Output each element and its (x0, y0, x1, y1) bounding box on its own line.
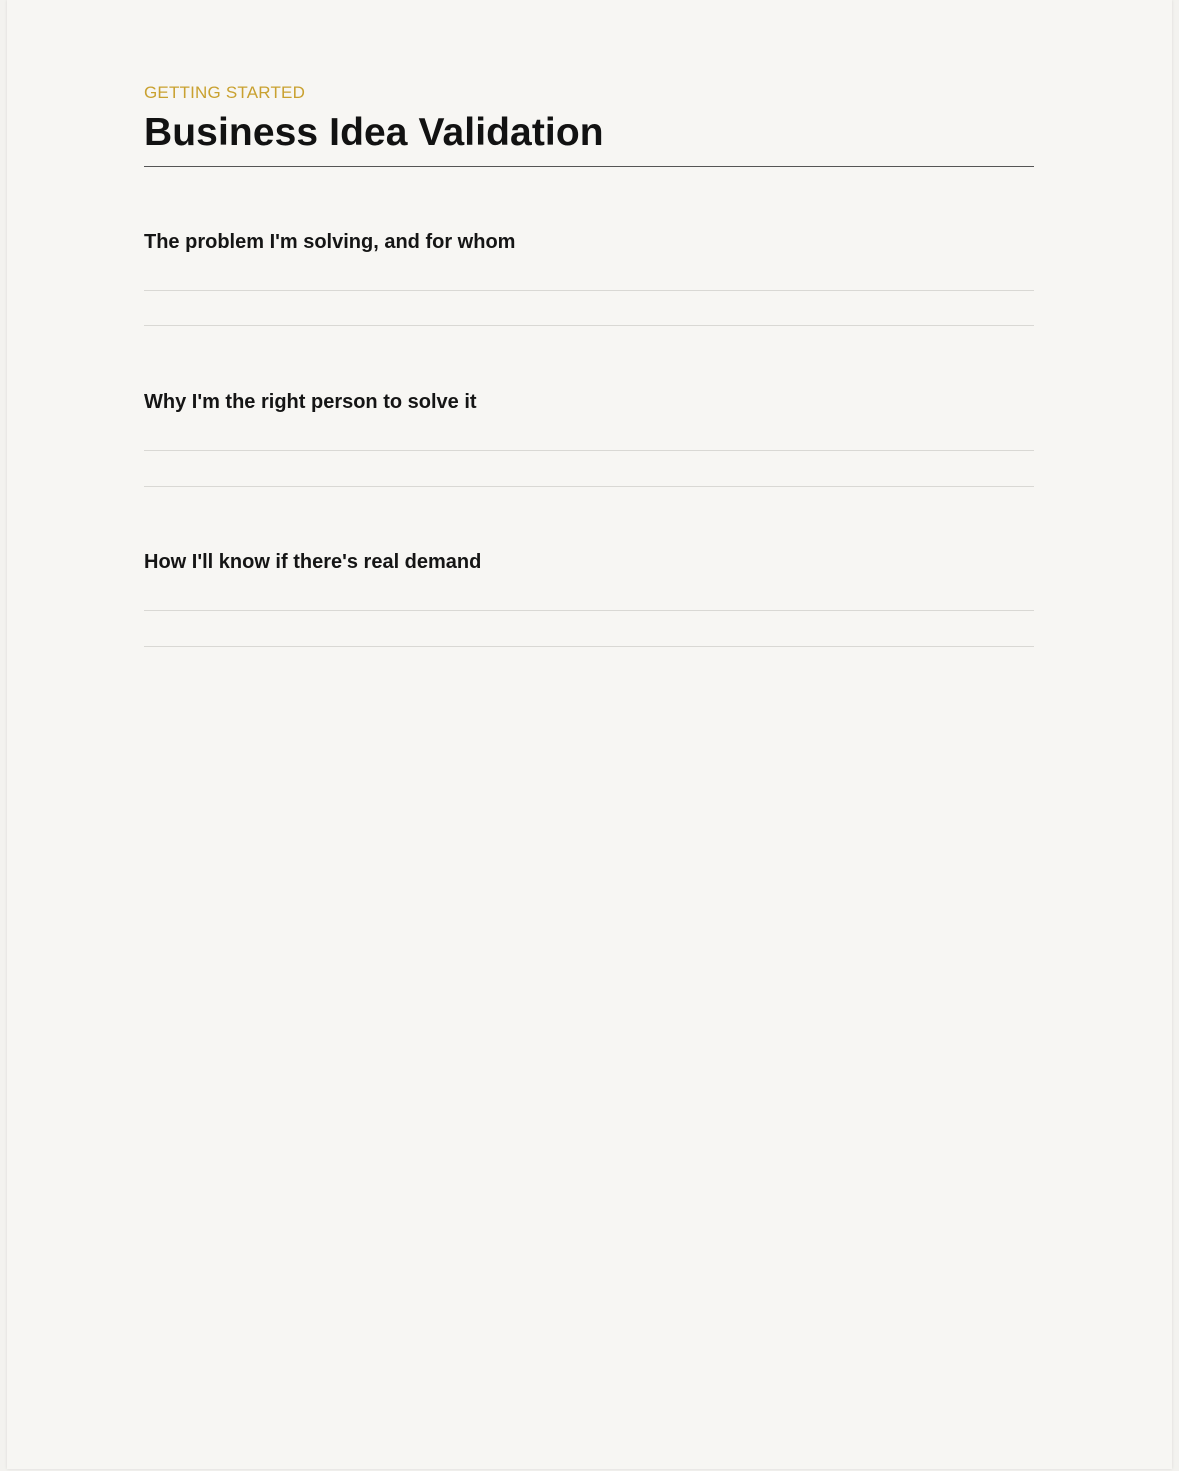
question-3-answer-line-2[interactable] (144, 646, 1034, 647)
question-3-answer-line-1[interactable] (144, 610, 1034, 611)
question-2-label: Why I'm the right person to solve it (144, 391, 477, 413)
section-eyebrow: GETTING STARTED (144, 83, 306, 102)
question-1-answer-line-2[interactable] (144, 325, 1034, 326)
question-2-answer-line-2[interactable] (144, 486, 1034, 487)
question-1-answer-line-1[interactable] (144, 290, 1034, 291)
page-title: Business Idea Validation (144, 111, 604, 154)
question-1-label: The problem I'm solving, and for whom (144, 231, 516, 253)
question-2-answer-line-1[interactable] (144, 450, 1034, 451)
question-3-label: How I'll know if there's real demand (144, 551, 482, 573)
title-divider (144, 166, 1034, 167)
worksheet-page (7, 0, 1172, 1469)
